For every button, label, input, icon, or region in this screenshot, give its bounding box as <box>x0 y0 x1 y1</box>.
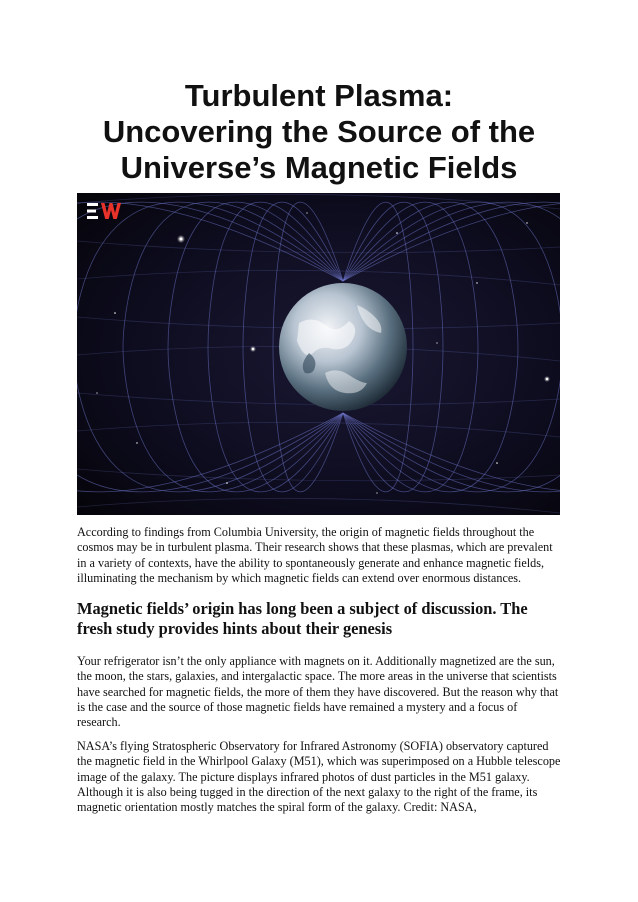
title-line-1: Turbulent Plasma: <box>184 78 454 113</box>
intro-paragraph: According to findings from Columbia University, the origin of magnetic fields throughout the cosmos may be in turbulent plasma. Their research shows that these plasmas, which are prevalent in a variety of contexts, have the ability to spontaneously generate and enhance magnetic fields, illuminating the mechanism by which magnetic fields can extend over enormous distances. <box>77 525 553 585</box>
ew-logo <box>87 201 123 221</box>
title-line-2: Uncovering the Source of the <box>102 114 536 149</box>
body-paragraph-3: NASA’s flying Stratospheric Observatory for Infrared Astronomy (SOFIA) observatory captured the magnetic field in the Whirlpool Galaxy (M51), which was superimposed on a Hubble telescope image of the galaxy. The picture displays infrared photos of dust particles in the M51 galaxy. Although it is also being tugged in the direction of the next galaxy to the right of the frame, its magnetic orientation mostly matches the spiral form of the galaxy. Credit: NASA, <box>77 739 561 815</box>
article-title <box>40 78 598 186</box>
body-paragraph-2: Your refrigerator isn’t the only appliance with magnets on it. Additionally magnetized are the sun, the moon, the stars, galaxies, and intergalactic space. The more areas in the universe that scientists have searched for magnetic fields, the more of them they have discovered. But the reason why that is the case and the source of those magnetic fields have remained a mystery and a focus of research. <box>77 654 559 730</box>
earth-globe <box>279 283 407 411</box>
earth-magnetic-field-image <box>77 193 560 515</box>
section-subheading: Magnetic fields’ origin has long been a subject of discussion. The fresh study provides hints about their genesis <box>77 599 528 638</box>
title-line-3: Universe’s Magnetic Fields <box>120 150 518 185</box>
